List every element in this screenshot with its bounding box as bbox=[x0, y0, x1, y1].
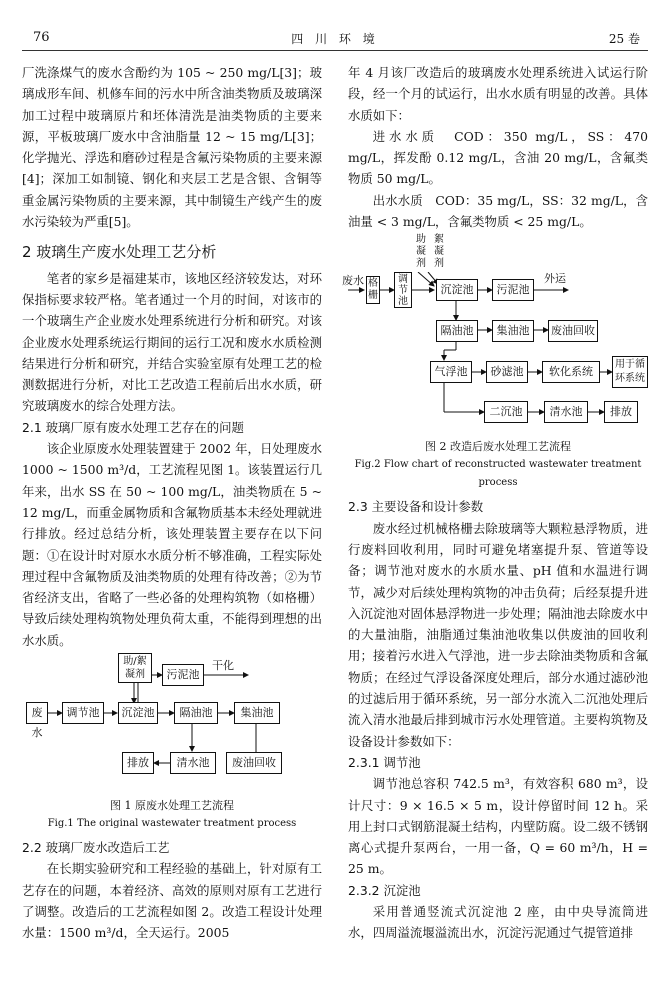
paragraph: 厂洗涤煤气的废水含酚约为 105 ~ 250 mg/L[3]；玻璃成形车间、机修车间的污水中所含油类物质及玻璃深加工过程中玻璃原片和坯体清洗是油类物质的主要来源，平板玻璃厂废水中含油脂量 12 ~ 15 mg/L[3]；化学抛光、浮选和磨砂过程是含氟污染物质的主要来源[4]；深加工如制镜、钢化和夹层工艺是含银、含铜等重金属污染物质的主要来源，其中制镜生产线产生的废水污染较为严重[5]。 bbox=[22, 65, 322, 230]
box-float: 气浮池 bbox=[430, 361, 472, 383]
paragraph: 年 4 月该厂改造后的玻璃废水处理系统进入试运行阶段，经一个月的试运行，出水水质有明显的改善。具体水质如下： bbox=[348, 65, 648, 123]
paragraph: 调节池总容积 742.5 m³，有效容积 680 m³，设计尺寸：9 × 16.5 × 5 m，设计停留时间 12 h。采用上封口式钢筋混凝土结构，内壁防腐。设二级不锈钢离心式提升泵两台，一用一备，Q = 60 m³/h，H = 25 m。 bbox=[348, 776, 648, 877]
box-agent: 助/絮凝剂 bbox=[118, 653, 152, 683]
box-clear: 清水池 bbox=[170, 752, 216, 774]
header-rule bbox=[22, 50, 648, 51]
label-waste: 废水 bbox=[342, 274, 364, 288]
inflow-label: 进水水质 bbox=[372, 128, 438, 144]
outflow-values: COD：35 mg/L，SS：32 mg/L，含油量 < 3 mg/L，含氟类物质 < 25 mg/L。 bbox=[348, 192, 648, 230]
box-regulate: 调节池 bbox=[394, 272, 412, 308]
subsection-heading: 2.3.1 调节池 bbox=[348, 754, 421, 770]
page-number: 76 bbox=[33, 30, 50, 45]
box-second: 二沉池 bbox=[484, 401, 528, 423]
section-heading: 2 玻璃生产废水处理工艺分析 bbox=[22, 243, 217, 262]
subsection-heading: 2.2 玻璃厂废水改造后工艺 bbox=[22, 840, 170, 856]
paragraph: 在长期实验研究和工程经验的基础上，针对原有工艺存在的问题，本着经济、高效的原则对原有工艺进行了调整。改造后的工艺流程如图 2。改造工程设计处理水量：1500 m³/d，全天运行。2005 bbox=[22, 861, 322, 941]
page-header bbox=[0, 30, 670, 50]
label-out: 外运 bbox=[544, 272, 566, 286]
box-oilsep: 隔油池 bbox=[436, 320, 478, 342]
box-waste: 废水 bbox=[26, 702, 48, 724]
box-agent1: 助凝剂 bbox=[412, 234, 430, 272]
box-recover: 废油回收 bbox=[226, 752, 282, 774]
figure-1-caption-cn: 图 1 原废水处理工艺流程 bbox=[110, 799, 234, 813]
box-sludge: 污泥池 bbox=[492, 279, 534, 301]
box-settle: 沉淀池 bbox=[436, 279, 478, 301]
box-recycle: 用于循环系统 bbox=[612, 356, 648, 388]
box-oilcol: 集油池 bbox=[492, 320, 534, 342]
paragraph: 废水经过机械格栅去除玻璃等大颗粒悬浮物质，进行废料回收利用，同时可避免堵塞提升泵、管道等设备；调节池对废水的水质水量、pH 值和水温进行调节，减少对后续处理构筑物的冲击负荷；后经泵提升进入沉淀池对固体悬浮物进一步处理；隔油池去除废水中的大量油脂，油脂通过集油池收集以供废油的回收利用；接着污水进入气浮池，进一步去除油类物质和含氟物质；在经过气浮设备深度处理后，部分水通过滤砂池的过滤后用于循环系统，另一部分水流入二沉池处理后流入清水池最后排到城市污水处理管道。主要构筑物及设备设计参数如下： bbox=[348, 520, 648, 749]
left-column bbox=[22, 62, 322, 944]
outflow-quality bbox=[348, 190, 648, 233]
outflow-label: 出水水质 bbox=[372, 192, 423, 208]
box-sludge: 污泥池 bbox=[162, 664, 204, 686]
box-regulate: 调节池 bbox=[62, 702, 104, 724]
box-settle: 沉淀池 bbox=[118, 702, 158, 724]
figure-2-caption-en: Fig.2 Flow chart of reconstructed wastewater treatment process bbox=[354, 459, 642, 489]
paragraph: 采用普通竖流式沉淀池 2 座，由中央导流筒进水，四周溢流堰溢流出水，沉淀污泥通过气提管道排 bbox=[348, 904, 648, 941]
right-column bbox=[342, 62, 649, 944]
box-agent2: 絮凝剂 bbox=[430, 234, 448, 272]
figure-2 bbox=[342, 232, 648, 438]
paragraph: 笔者的家乡是福建某市，该地区经济较发达，对环保指标要求较严格。笔者通过一个月的时间，对该市的一个玻璃生产企业废水处理系统进行分析和研究。对该企业废水处理系统运行期间的运行工况和废水水质检测结果进行分析和研究，并结合实验室原有处理工艺的检测数据进行分析，对比工艺改造工程前后出水水质，研究玻璃废水的综合处理方法。 bbox=[22, 270, 322, 414]
subsection-heading: 2.3 主要设备和设计参数 bbox=[348, 499, 484, 515]
box-clear: 清水池 bbox=[544, 401, 588, 423]
box-recover: 废油回收 bbox=[548, 320, 598, 342]
box-discharge: 排放 bbox=[604, 401, 638, 423]
volume-label: 25 卷 bbox=[608, 32, 640, 46]
box-sand: 砂滤池 bbox=[486, 361, 528, 383]
box-oilsep: 隔油池 bbox=[174, 702, 218, 724]
label-dry: 干化 bbox=[212, 659, 234, 673]
box-grid: 格栅 bbox=[366, 276, 380, 304]
inflow-values: COD：350 mg/L，SS：470 mg/L，挥发酚 0.12 mg/L，含油 20 mg/L，含氟类物质 50 mg/L。 bbox=[348, 128, 649, 187]
inflow-quality bbox=[348, 126, 648, 190]
box-soften: 软化系统 bbox=[542, 361, 600, 383]
figure-1 bbox=[22, 651, 322, 797]
subsection-heading: 2.1 玻璃厂原有废水处理工艺存在的问题 bbox=[22, 419, 244, 435]
box-discharge: 排放 bbox=[122, 752, 154, 774]
figure-2-caption-cn: 图 2 改造后废水处理工艺流程 bbox=[425, 440, 571, 454]
journal-name: 四 川 环 境 bbox=[291, 32, 379, 46]
figure-1-caption-en: Fig.1 The original wastewater treatment process bbox=[47, 818, 297, 830]
box-oilcol: 集油池 bbox=[234, 702, 280, 724]
paragraph: 该企业原废水处理装置建于 2002 年，日处理废水 1000 ~ 1500 m³/d，工艺流程见图 1。该装置运行几年来，出水 SS 在 50 ~ 100 mg/L，油类物质在 5 ~ 12 mg/L，而重金属物质和含氟物质基本未经处理就进行排放。经过总结分析，该处理装置主要存在以下问题：①在设计时对原水水质分析不够准确，工程实际处理过程中含氟物质及油类物质的处理有待改善；②为节省经济支出，省略了一些必备的处理构筑物（如格栅）导致后续处理构筑物处理负荷太重，不能得到理想的出水水质。 bbox=[22, 441, 322, 648]
subsection-heading: 2.3.2 沉淀池 bbox=[348, 882, 421, 898]
